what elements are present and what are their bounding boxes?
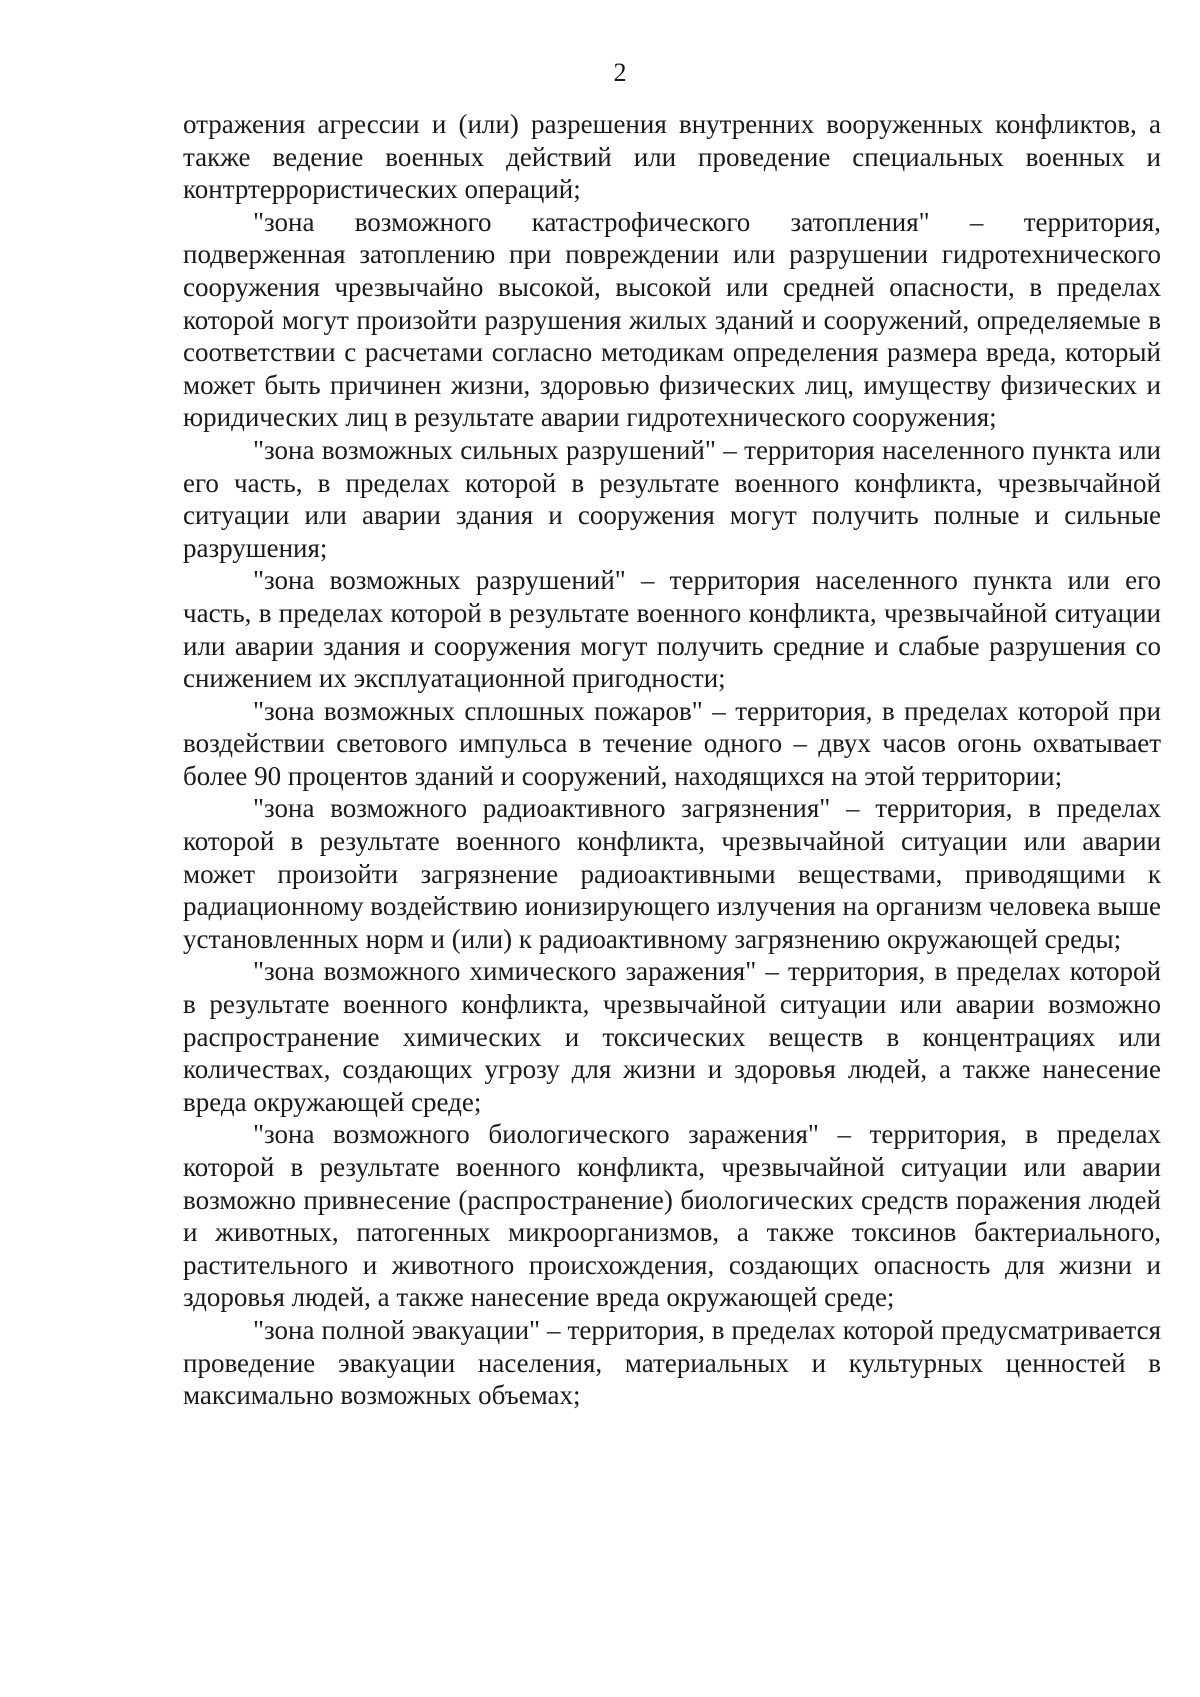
paragraph-continuation: отражения агрессии и (или) разрешения внутренних вооруженных конфликтов, а также ведение военных действий или проведение специальных военных и контртеррористических операций; xyxy=(183,109,1161,205)
paragraph-definition-chemical-contamination-zone: "зона возможного химического заражения" – территория, в пределах которой в результате военного конфликта, чрезвычайной ситуации или аварии возможно распространение химических и токсических веществ в концентрациях или количествах, создающих угрозу для жизни и здоровья людей, а также нанесение вреда окружающей среде; xyxy=(183,956,1161,1117)
paragraph-definition-severe-destruction-zone: "зона возможных сильных разрушений" – территория населенного пункта или его часть, в пределах которой в результате военного конфликта, чрезвычайной ситуации или аварии здания и сооружения могут получить полные и сильные разрушения; xyxy=(183,434,1161,563)
paragraph-definition-continuous-fire-zone: "зона возможных сплошных пожаров" – территория, в пределах которой при воздействии светового импульса в течение одного – двух часов огонь охватывает более 90 процентов зданий и сооружений, находящихся на этой территории; xyxy=(183,695,1161,791)
page-number: 2 xyxy=(613,58,627,87)
document-body xyxy=(183,108,1161,1412)
paragraph-definition-full-evacuation-zone: "зона полной эвакуации" – территория, в пределах которой предусматривается проведение эвакуации населения, материальных и культурных ценностей в максимально возможных объемах; xyxy=(183,1314,1161,1411)
paragraph-definition-destruction-zone: "зона возможных разрушений" – территория населенного пункта или его часть, в пределах которой в результате военного конфликта, чрезвычайной ситуации или аварии здания и сооружения могут получить средние и слабые разрушения со снижением их эксплуатационной пригодности; xyxy=(183,565,1161,694)
paragraph-definition-radioactive-contamination-zone: "зона возможного радиоактивного загрязнения" – территория, в пределах которой в результате военного конфликта, чрезвычайной ситуации или аварии может произойти загрязнение радиоактивными веществами, приводящими к радиационному воздействию ионизирующего излучения на организм человека выше установленных норм и (или) к радиоактивному загрязнению окружающей среды; xyxy=(183,793,1161,954)
paragraph-definition-catastrophic-flooding-zone: "зона возможного катастрофического затопления" – территория, подверженная затоплению при повреждении или разрушении гидротехнического сооружения чрезвычайно высокой, высокой или средней опасности, в пределах которой могут произойти разрушения жилых зданий и сооружений, определяемые в соответствии с расчетами согласно методикам определения размера вреда, который может быть причинен жизни, здоровью физических лиц, имуществу физических и юридических лиц в результате аварии гидротехнического сооружения; xyxy=(183,206,1161,433)
paragraph-definition-biological-contamination-zone: "зона возможного биологического заражения" – территория, в пределах которой в результате военного конфликта, чрезвычайной ситуации или аварии возможно привнесение (распространение) биологических средств поражения людей и животных, патогенных микроорганизмов, а также токсинов бактериального, растительного и животного происхождения, создающих опасность для жизни и здоровья людей, а также нанесение вреда окружающей среде; xyxy=(183,1119,1161,1313)
